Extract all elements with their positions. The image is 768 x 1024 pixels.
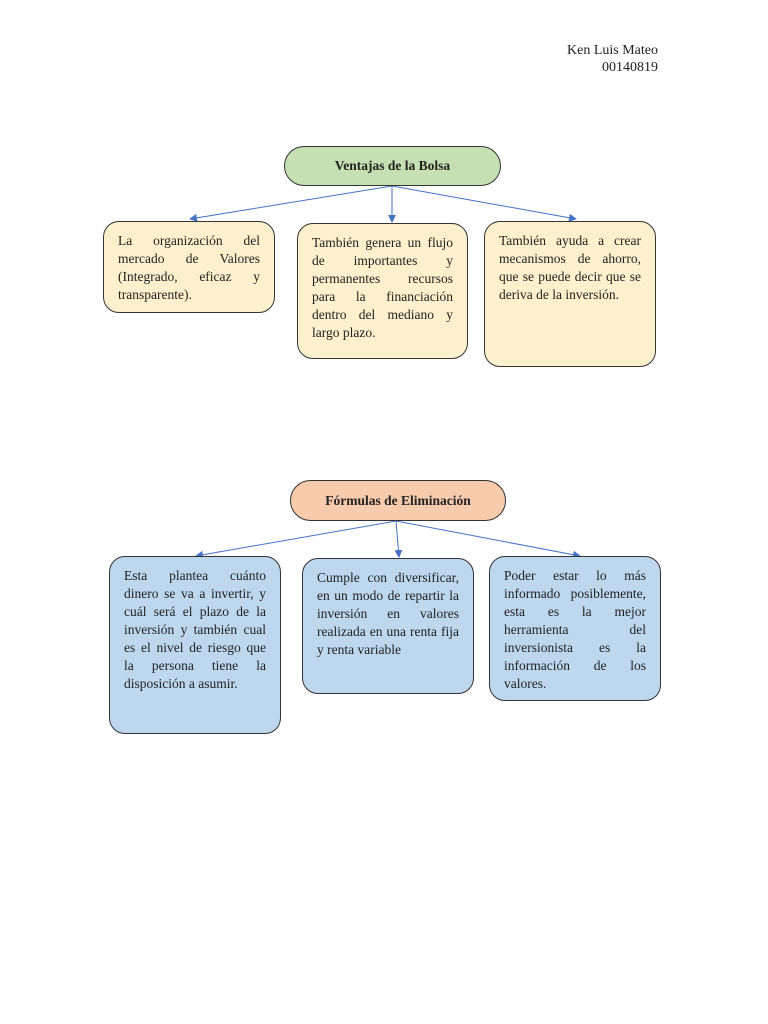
arrow-1-1 (190, 186, 392, 219)
arrow-2-3 (396, 521, 580, 556)
diagram1-box-3: También ayuda a crear mecanismos de ahorro, que se puede decir que se deriva de la inversión. (484, 221, 656, 367)
arrow-1-3 (392, 186, 576, 219)
diagram2-box-2: Cumple con diversificar, en un modo de repartir la inversión en valores realizada en una renta fija y renta variable (302, 558, 474, 694)
diagram1-box-2: También genera un flujo de importantes y permanentes recursos para la financiación dentro del mediano y largo plazo. (297, 223, 468, 359)
arrow-2-1 (196, 521, 396, 556)
diagram2-box-3: Poder estar lo más informado posiblemente, esta es la mejor herramienta del inversionista es la información de los valores. (489, 556, 661, 701)
diagram2-title: Fórmulas de Eliminación (290, 480, 506, 521)
diagram1-box-1: La organización del mercado de Valores (Integrado, eficaz y transparente). (103, 221, 275, 313)
diagram1-title: Ventajas de la Bolsa (284, 146, 501, 186)
author-name: Ken Luis Mateo (567, 43, 658, 58)
diagram2-box-1: Esta plantea cuánto dinero se va a invertir, y cuál será el plazo de la inversión y también cual es el nivel de riesgo que la persona tiene la disposición a asumir. (109, 556, 281, 734)
arrow-2-2 (396, 521, 399, 557)
student-id: 00140819 (602, 60, 658, 75)
document-header (567, 42, 658, 76)
